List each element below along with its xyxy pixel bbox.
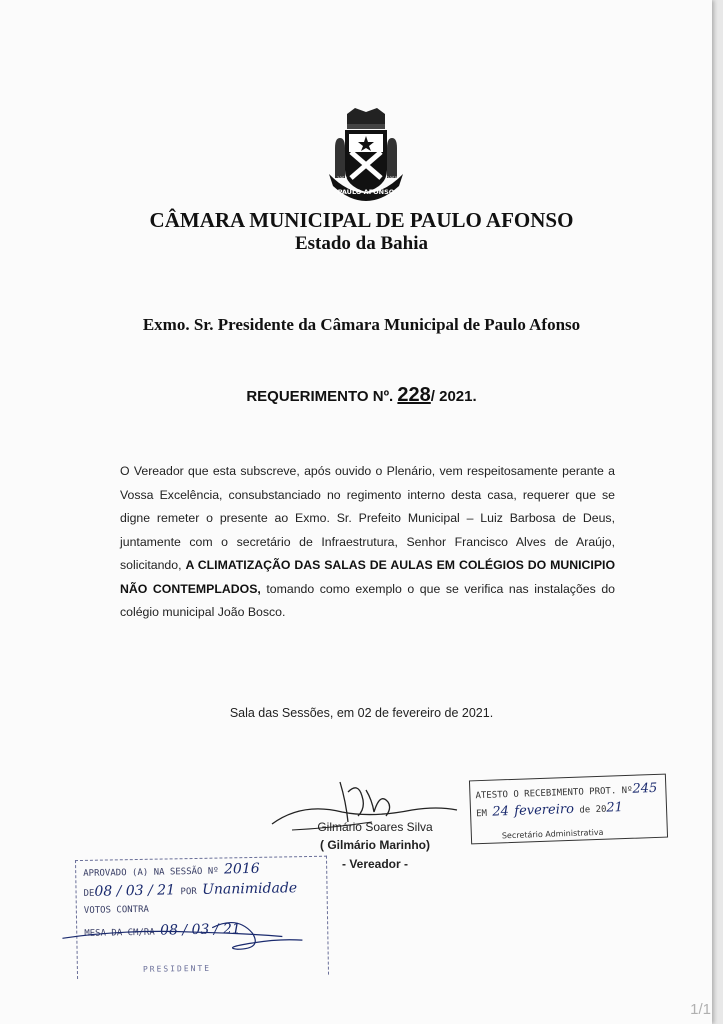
receipt-em: EM — [475, 808, 488, 820]
request-prefix: REQUERIMENTO Nº. — [246, 388, 398, 405]
request-body — [120, 460, 615, 625]
request-heading — [0, 384, 723, 407]
approval-stamp — [61, 856, 328, 979]
receipt-stamp — [469, 774, 668, 845]
crest-year-left: 1958 — [337, 176, 348, 181]
request-number: 228 — [397, 384, 431, 406]
body-text-end: tomando como exemplo o que se verifica nas instalações do colégio municipal João Bosco. — [120, 581, 615, 619]
signatory-name: Gilmário Soares Silva — [317, 820, 433, 834]
municipal-coat-of-arms-icon — [325, 108, 407, 204]
approval-session-date: 08 / 03 / 21 — [94, 882, 176, 900]
receipt-month: fevereiro — [514, 801, 575, 819]
approval-mesa-label: MESA DA CM/RA — [84, 927, 155, 939]
receipt-footer: Secretário Administrativa — [501, 827, 604, 841]
approval-session-label: APROVADO (A) NA SESSÃO Nº — [83, 866, 219, 879]
receipt-label: ATESTO O RECEBIMENTO PROT. Nº — [475, 785, 633, 802]
receipt-de: de 20 — [579, 804, 607, 816]
approval-session-number: 2016 — [223, 860, 260, 878]
receipt-year: 21 — [606, 800, 624, 816]
approval-por: POR — [180, 886, 197, 898]
receipt-line-2 — [476, 800, 623, 820]
request-suffix: / 2021. — [430, 388, 477, 405]
signatory-role: - Vereador - — [341, 857, 409, 871]
institution-title: CÂMARA MUNICIPAL DE PAULO AFONSO — [149, 208, 574, 232]
closing-line: Sala das Sessões, em 02 de fevereiro de 2021. — [229, 706, 494, 720]
addressee-line: Exmo. Sr. Presidente da Câmara Municipal de Paulo Afonso — [142, 315, 581, 334]
state-subtitle: Estado da Bahia — [294, 233, 429, 254]
approval-president-label: PRESIDENTE — [142, 963, 212, 974]
body-text-bold: A CLIMATIZAÇÃO DAS SALAS DE AULAS EM COLÉGIOS DO MUNICIPIO NÃO CONTEMPLADOS, — [120, 558, 616, 596]
page-indicator: 1/1 — [690, 1001, 711, 1018]
signatory-nickname: ( Gilmário Marinho) — [319, 838, 430, 852]
approval-de: DE — [83, 888, 95, 899]
receipt-day: 24 — [492, 804, 510, 820]
receipt-line-1 — [475, 781, 657, 802]
receipt-protocol-number: 245 — [632, 780, 658, 797]
body-text-plain: O Vereador que esta subscreve, após ouvido o Plenário, vem respeitosamente perante a Vossa Excelência, consubstanciado no regimento interno desta casa, requerer que se digne remeter o presente ao Exmo. Sr. Prefeito Municipal – Luiz Barbosa de Deus, juntamente com o secretário de Infraestrutura, Senhor Francisco Alves de Araújo, solicitando, — [120, 464, 615, 572]
crest-text: PAULO AFONSO — [337, 188, 395, 196]
approval-result: Unanimidade — [202, 880, 298, 898]
president-signature — [61, 856, 328, 979]
approval-mesa-date: 08 / 03 / 21 — [159, 921, 241, 939]
approval-votes-against: VOTOS CONTRA — [83, 904, 149, 916]
crest-year-right: 1958 — [387, 176, 398, 181]
